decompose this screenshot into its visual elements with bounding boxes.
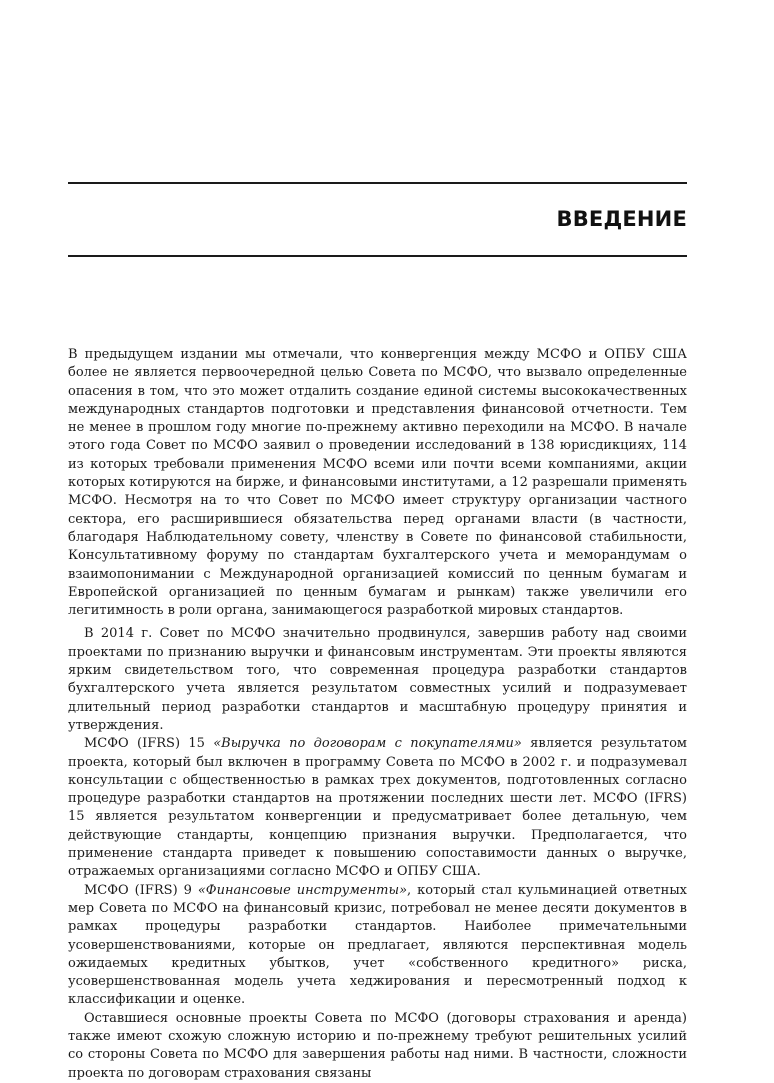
paragraph-1: В предыдущем издании мы отмечали, что конвергенция между МСФО и ОПБУ США более не является первоочередной целью Совета по МСФО, что вызвало определенные опасения в том, что это может отдалить создание единой системы высококачественных международных стандартов подготовки и представления финансовой отчетности. Тем не менее в прошлом году многие по-прежнему активно переходили на МСФО. В начале этого года Совет по МСФО заявил о проведении исследований в 138 юрисдикциях, 114 из которых требовали применения МСФО всеми или почти всеми компаниями, акции которых котируются на бирже, и финансовыми институтами, а 12 разрешали применять МСФО. Несмотря на то что Совет по МСФО имеет структуру организации частного сектора, его расширившиеся обязательства перед органами власти (в частности, благодаря Наблюдательному совету, членству в Совете по финансовой стабильности, Консультативному форуму по стандартам бухгалтерского учета и меморандумам о взаимопонимании с Международной организацией комиссий по ценным бумагам и Европейской организацией по ценным бумагам и рынкам) также увеличили его легитимность в роли органа, занимающегося разработкой мировых стандартов. [68,347,687,619]
chapter-bottom-rule [68,255,687,257]
standard-title-financial-instruments: «Финансовые инструменты» [197,882,408,898]
paragraph-4-rest: , который стал кульминацией ответных мер Совета по МСФО на финансовый кризис, потребовал не менее десяти документов в рамках процедуры разработки стандартов. Наиболее примечательными усовершенствованиями, которые он предлагает, являются перспективная модель ожидаемых кредитных убытков, учет «собственного кредитного» риска, усовершенствованная модель учета хеджирования и пересмотренный подход к классификации и оценке. [68,882,688,1008]
chapter-top-rule [68,182,687,184]
paragraph-3 [68,735,687,881]
paragraph-3-lead: МСФО (IFRS) 15 [84,736,214,752]
body-text [68,346,687,1083]
paragraph-4 [68,882,687,1010]
paragraph-2: В 2014 г. Совет по МСФО значительно продвинулся, завершив работу над своими проектами по признанию выручки и финансовым инструментам. Эти проекты являются ярким свидетельством того, что современная процедура разработки стандартов бухгалтерского учета является результатом совместных усилий и подразумевает длительный период разработки стандартов и масштабную процедуру принятия и утверждения. [68,626,687,733]
paragraph-5: Оставшиеся основные проекты Совета по МСФО (договоры страхования и аренда) также имеют схожую сложную историю и по-прежнему требуют решительных усилий со стороны Совета по МСФО для завершения работы над ними. В частности, сложности проекта по договорам страхования связаны [68,1010,687,1081]
paragraph-3-rest: является результатом проекта, который был включен в программу Совета по МСФО в 2002 г. и подразумевал консультации с общественностью в рамках трех документов, подготовленных согласно процедуре разработки стандартов на протяжении последних шести лет. МСФО (IFRS) 15 является результатом конвергенции и предусматривает более детальную, чем действующие стандарты, концепцию признания выручки. Предполагается, что применение стандарта приведет к повышению сопоставимости данных о выручке, отражаемых организациями согласно МСФО и ОПБУ США. [68,736,688,880]
paragraph-4-lead: МСФО (IFRS) 9 [84,882,198,898]
chapter-title: ВВЕДЕНИЕ [556,207,687,231]
standard-title-revenue: «Выручка по договорам с покупателями» [213,736,522,752]
